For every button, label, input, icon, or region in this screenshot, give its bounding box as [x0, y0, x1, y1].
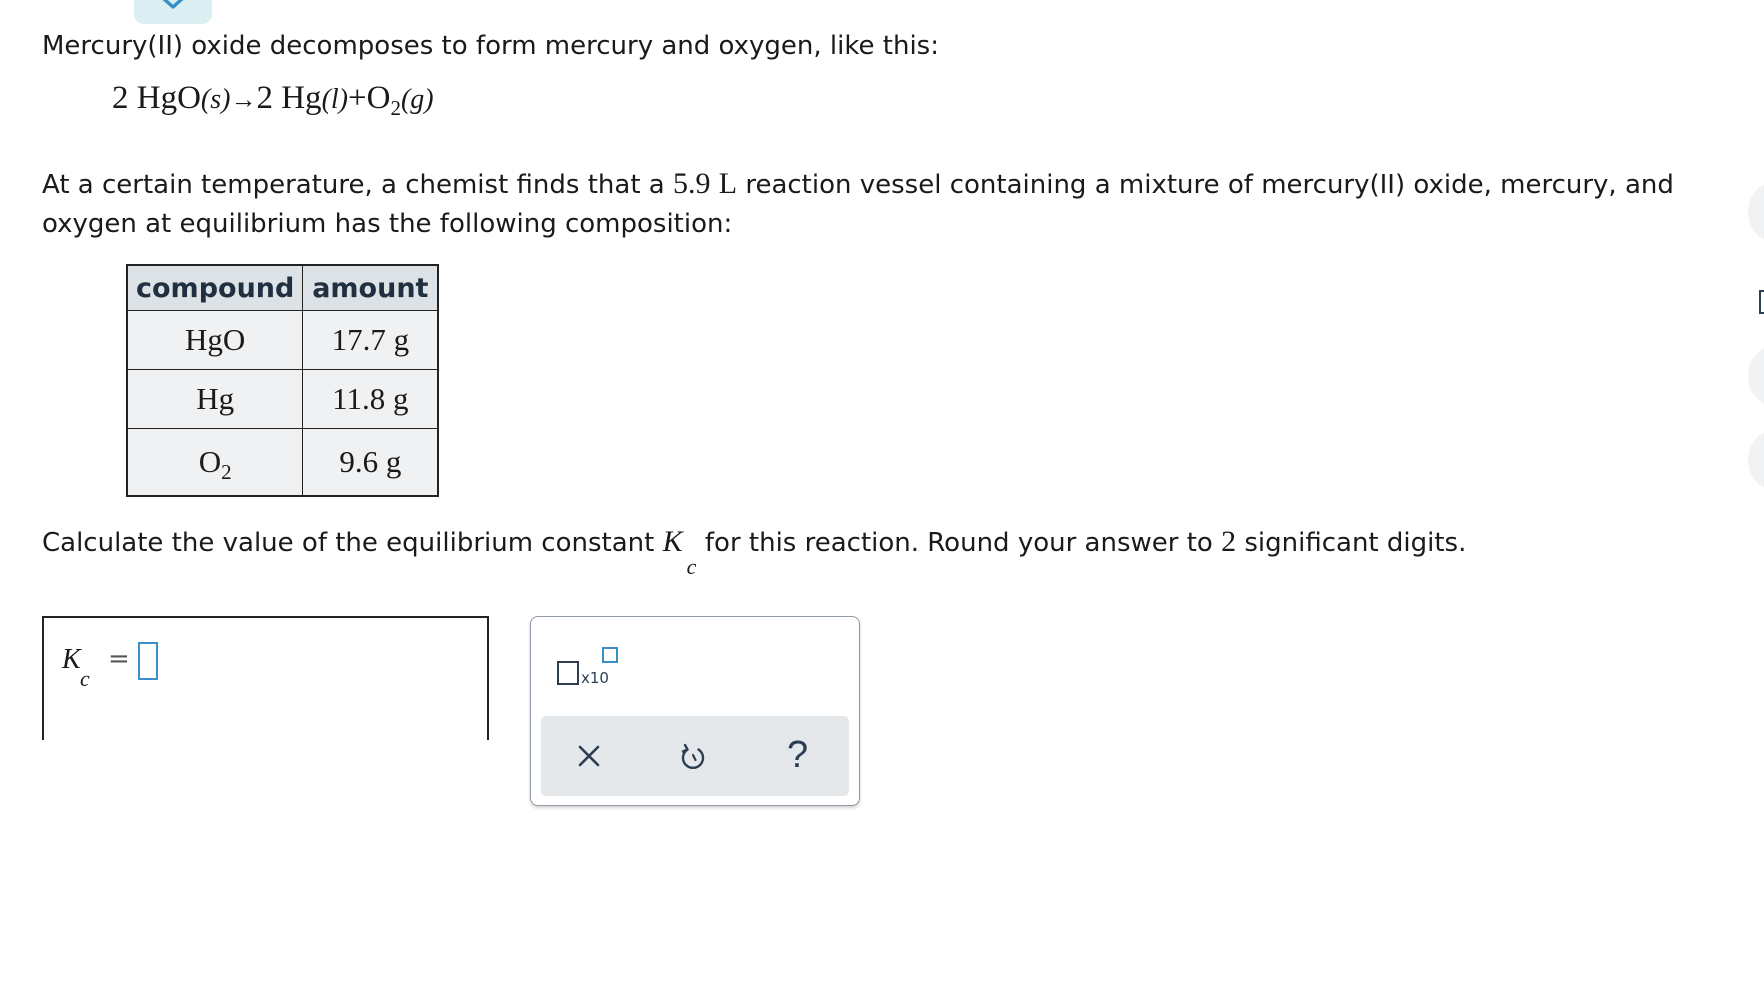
significant-digits-value: 2: [1221, 525, 1237, 558]
compound-cell: Hg: [127, 370, 303, 429]
amount-cell: 11.8 g: [303, 370, 439, 429]
intro-text: Mercury(II) oxide decomposes to form mercury and oxygen, like this:: [42, 31, 939, 61]
chemical-equation: [112, 80, 434, 120]
product-formula: Hg: [281, 80, 322, 116]
undo-icon: [673, 736, 713, 776]
kc-subscript: c: [80, 666, 90, 691]
close-icon: [569, 736, 609, 776]
reactant-formula: HgO: [136, 80, 201, 116]
problem-paragraph-line1: [42, 164, 1674, 205]
amount-cell: 9.6 g: [303, 429, 439, 497]
compound-cell: HgO: [127, 311, 303, 370]
compound-cell: $O_2$: [127, 429, 303, 497]
base-box-icon: [557, 661, 579, 685]
kc-symbol: K: [62, 644, 81, 675]
plus-sign: +: [348, 80, 367, 116]
problem-paragraph-line2: oxygen at equilibrium has the following composition:: [42, 209, 733, 239]
coefficient: 2: [256, 80, 273, 116]
amount-cell: 17.7 g: [303, 311, 439, 370]
table-header-row: [127, 265, 438, 311]
side-button[interactable]: [1748, 180, 1764, 244]
answer-input[interactable]: [138, 642, 158, 680]
help-button[interactable]: [777, 736, 817, 776]
equals-sign: =: [108, 644, 130, 674]
side-button[interactable]: [1748, 344, 1764, 408]
column-header: compound: [127, 265, 303, 311]
reaction-arrow: →: [230, 85, 257, 114]
subscript: 2: [390, 96, 401, 120]
scientific-notation-button[interactable]: [553, 643, 623, 691]
collapse-tab[interactable]: [134, 0, 212, 24]
paragraph-text: reaction vessel containing a mixture of mercury(II) oxide, mercury, and: [737, 170, 1674, 200]
x10-label: x10: [581, 669, 609, 687]
question-part: for this reaction. Round your answer to: [696, 528, 1222, 558]
question-part: Calculate the value of the equilibrium constant: [42, 528, 663, 558]
phase-label: (s): [200, 84, 231, 115]
table-row: [127, 429, 438, 497]
help-icon: ?: [787, 734, 809, 776]
exponent-box-icon: [602, 647, 618, 663]
question-text: [42, 522, 1467, 579]
phase-label: (g): [400, 84, 434, 115]
product-formula: O: [366, 80, 391, 116]
answer-area: [42, 616, 489, 740]
question-part: significant digits.: [1236, 528, 1467, 558]
volume-value: 5.9: [672, 167, 711, 200]
math-toolbox: [530, 616, 860, 806]
action-bar: [541, 716, 849, 796]
volume-unit: L: [718, 167, 738, 200]
column-header: amount: [303, 265, 439, 311]
undo-button[interactable]: [673, 736, 713, 776]
table-row: [127, 370, 438, 429]
side-panel-icon[interactable]: [1759, 290, 1764, 314]
chevron-down-icon: [162, 0, 184, 10]
table-row: [127, 311, 438, 370]
composition-table: [126, 264, 439, 497]
phase-label: (l): [321, 84, 348, 115]
kc-symbol: K c: [662, 525, 697, 579]
coefficient: 2: [112, 80, 129, 116]
paragraph-text: At a certain temperature, a chemist finds that a: [42, 170, 673, 200]
clear-button[interactable]: [569, 736, 609, 776]
side-button[interactable]: [1748, 428, 1764, 492]
